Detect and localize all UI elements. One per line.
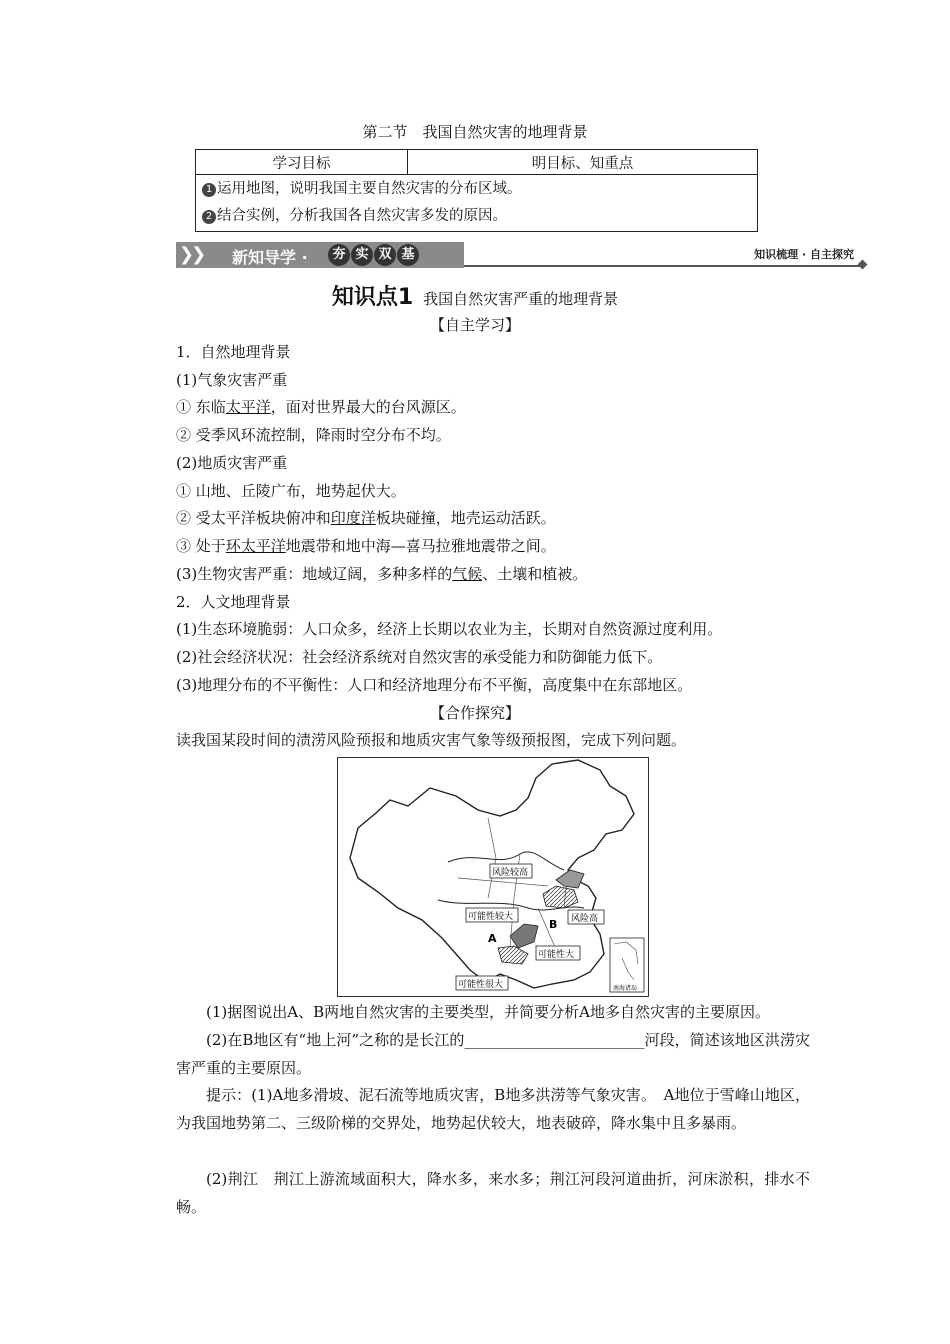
- point-b-label: B: [549, 918, 558, 931]
- map-svg: [338, 758, 648, 996]
- text-line: [176, 535, 556, 556]
- text-span: 地震带和地中海—喜马拉雅地震带之间。: [285, 537, 556, 555]
- text-span: 板块碰撞，地壳运动活跃。: [375, 509, 556, 527]
- banner-right-label: 知识梳理 · 自主探究: [754, 248, 854, 261]
- answer-underline: 气候: [452, 565, 483, 583]
- banner-circle: 实: [351, 244, 373, 266]
- text-span: ③ 处于: [176, 537, 226, 555]
- self-study-heading: 【自主学习】: [429, 316, 520, 334]
- text-line: ② 受季风环流控制，降雨时空分布不均。: [176, 426, 451, 444]
- inset-frame: [610, 938, 644, 992]
- text-span: (2)在B地区有“地上河”之称的是长江的: [206, 1031, 465, 1049]
- label-risk-higher: 风险较高: [492, 868, 529, 878]
- label-risk-high: 风险高: [571, 914, 599, 924]
- text-span: 河段，简述该地区洪涝灾害严重的主要原因。: [176, 1031, 810, 1077]
- answer-1: 提示：(1)A地多滑坡、泥石流等地质灾害，B地多洪涝等气象灾害。 A地位于雪峰山地区，为我国地势第二、三级阶梯的交界处，地势起伏较大，地表破碎，降水集中且多暴雨。: [176, 1086, 810, 1132]
- text-line: ① 山地、丘陵广布，地势起伏大。: [176, 482, 406, 500]
- question-1: (1)据图说出A、B两地自然灾害的主要类型，并简要分析A地多自然灾害的主要原因。: [206, 1003, 770, 1021]
- knowledge-point-number: 知识点1: [331, 285, 414, 310]
- number-1-icon: 1: [202, 183, 216, 197]
- text-line: (2)社会经济状况：社会经济系统对自然灾害的承受能力和防御能力低下。: [176, 648, 663, 666]
- intro-text: 读我国某段时间的渍涝风险预报和地质灾害气象等级预报图，完成下列问题。: [176, 731, 687, 749]
- knowledge-point-title: 我国自然灾害严重的地理背景: [423, 290, 619, 308]
- section-banner: [176, 242, 866, 270]
- label-prob-very-large: 可能性很大: [458, 980, 504, 990]
- text-span: ② 受太平洋板块俯冲和: [176, 509, 331, 527]
- banner-rule: [464, 265, 862, 267]
- answer-2: (2)荆江 荆江上游流域面积大，降水多，来水多；荆江河段河道曲折，河床淤积，排水不畅。: [176, 1170, 810, 1216]
- text-span: ，面对世界最大的台风源区。: [270, 398, 466, 416]
- goal-text: 运用地图，说明我国主要自然灾害的分布区域。: [217, 181, 522, 197]
- answer-blank: ________________________: [464, 1031, 645, 1049]
- point-a-label: A: [488, 932, 497, 945]
- knowledge-point-heading: [0, 280, 950, 311]
- label-prob-larger: 可能性较大: [468, 912, 514, 922]
- text-line: (2)地质灾害严重: [176, 454, 288, 472]
- answer-underline: 印度洋: [330, 509, 376, 527]
- text-line: [176, 507, 556, 528]
- section-title: 第二节 我国自然灾害的地理背景: [362, 123, 588, 141]
- banner-circle: 双: [374, 244, 396, 266]
- text-span: 、土壤和植被。: [482, 565, 588, 583]
- inset-label: 南海诸岛: [613, 985, 638, 992]
- coop-heading: 【合作探究】: [429, 704, 520, 722]
- china-map-figure: [337, 757, 649, 997]
- goals-body: [196, 175, 758, 232]
- text-line: (1)气象灾害严重: [176, 371, 288, 389]
- text-line: (3)地理分布的不平衡性：人口和经济地理分布不平衡，高度集中在东部地区。: [176, 676, 693, 694]
- goal-item: [202, 176, 751, 203]
- goal-text: 结合实例，分析我国各自然灾害多发的原因。: [217, 208, 507, 224]
- answer-underline: 环太平洋: [225, 537, 286, 555]
- text-line: 1．自然地理背景: [176, 343, 291, 361]
- text-line: [176, 396, 466, 417]
- banner-circle: 夯: [328, 244, 350, 266]
- goals-header-right: 明目标、知重点: [408, 150, 758, 175]
- text-line: 2．人文地理背景: [176, 593, 291, 611]
- learning-goals-table: [195, 149, 758, 232]
- double-chevron-icon: ❯❯: [179, 244, 204, 265]
- banner-bar: [176, 242, 464, 268]
- question-2: [176, 1026, 810, 1082]
- goals-header-left: 学习目标: [196, 150, 408, 175]
- text-span: (3)生物灾害严重：地域辽阔，多种多样的: [176, 565, 453, 583]
- goal-item: [202, 203, 751, 230]
- answer-underline: 太平洋: [225, 398, 271, 416]
- label-prob-large: 可能性大: [538, 950, 575, 960]
- banner-label: 新知导学 ·: [232, 248, 308, 267]
- banner-circles: [328, 243, 420, 266]
- number-2-icon: 2: [202, 210, 216, 224]
- banner-circle: 基: [397, 244, 419, 266]
- diamond-icon: [858, 260, 868, 270]
- text-span: ① 东临: [176, 398, 226, 416]
- text-line: (1)生态环境脆弱：人口众多，经济上长期以农业为主，长期对自然资源过度利用。: [176, 620, 723, 638]
- text-line: [176, 563, 587, 584]
